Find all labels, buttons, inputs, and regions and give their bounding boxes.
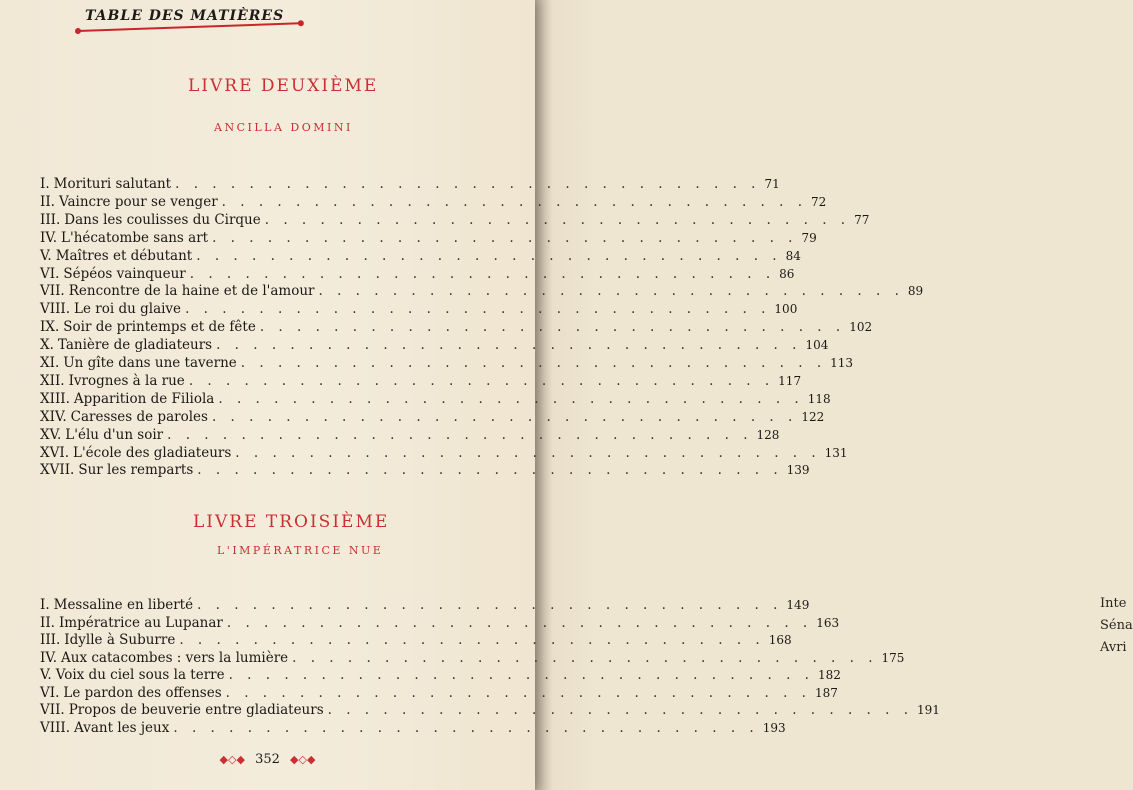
toc-entry-title: Voix du ciel sous la terre xyxy=(55,667,225,683)
toc-entry xyxy=(40,632,792,650)
toc-entry-title: Tanière de gladiateurs xyxy=(57,337,213,354)
toc-leader-dots: . . . . . . . . . . . . . . . . . . . . . . . . . . . . . . . . xyxy=(212,229,798,246)
toc-entry xyxy=(40,702,940,720)
toc-entry-page: 86 xyxy=(779,266,795,281)
toc-entry xyxy=(40,372,802,391)
toc-leader-dots: . . . . . . . . . . . . . . . . . . . . . . . . . . . . . . . . xyxy=(235,444,821,461)
toc-entry-page: 175 xyxy=(881,650,905,665)
toc-entry-number: II. xyxy=(40,193,55,210)
toc-entry-number: XVI. xyxy=(40,444,69,461)
toc-leader-dots: . . . . . . . . . . . . . . . . . . . . . . . . . . . . . . . . xyxy=(292,649,878,666)
toc-entry xyxy=(40,211,870,230)
toc-entry xyxy=(40,614,840,633)
toc-entry-number: I. xyxy=(40,176,50,192)
facing-page-text-3: Avri xyxy=(1100,640,1127,655)
toc-entry-title: Morituri salutant xyxy=(53,176,172,192)
toc-entry-page: 72 xyxy=(811,194,827,209)
toc-leader-dots: . . . . . . . . . . . . . . . . . . . . . . . . . . . . . . . . xyxy=(228,667,814,683)
toc-leader-dots: . . . . . . . . . . . . . . . . . . . . . . . . . . . . . . . . xyxy=(318,283,904,300)
toc-entry-number: IV. xyxy=(40,229,58,246)
toc-entry-number: VI. xyxy=(40,684,60,701)
toc-entry-page: 187 xyxy=(814,685,838,700)
toc-entry xyxy=(40,597,810,615)
toc-leader-dots: . . . . . . . . . . . . . . . . . . . . . . . . . . . . . . . . xyxy=(216,337,802,354)
toc-entry-title: Aux catacombes : vers la lumière xyxy=(61,649,289,666)
toc-entry-number: XIII. xyxy=(40,390,70,407)
toc-entry xyxy=(40,649,905,668)
toc-entry xyxy=(40,462,810,480)
facing-page-text-2: Séna xyxy=(1100,618,1133,633)
toc-entry xyxy=(40,283,924,301)
toc-entry-title: Rencontre de la haine et de l'amour xyxy=(68,283,315,300)
toc-entry xyxy=(40,337,829,355)
toc-entry-title: Sépéos vainqueur xyxy=(63,265,186,282)
toc-leader-dots: . . . . . . . . . . . . . . . . . . . . . . . . . . . . . . . . xyxy=(167,426,753,443)
toc-entry-page: 118 xyxy=(807,391,831,406)
toc-entry-number: VII. xyxy=(40,283,65,300)
toc-entry-number: III. xyxy=(40,211,61,228)
toc-entry-title: L'école des gladiateurs xyxy=(72,444,232,461)
toc-entry-number: XV. xyxy=(40,426,62,443)
toc-entry-title: Avant les jeux xyxy=(74,719,170,736)
toc-entry-page: 71 xyxy=(764,177,780,191)
toc-entry-title: Maîtres et débutant xyxy=(55,247,193,264)
toc-entry-page: 117 xyxy=(778,373,802,388)
toc-entry xyxy=(40,355,854,373)
toc-leader-dots: . . . . . . . . . . . . . . . . . . . . . . . . . . . . . . . . xyxy=(225,684,811,701)
toc-entry-page: 102 xyxy=(849,320,873,335)
toc-leader-dots: . . . . . . . . . . . . . . . . . . . . . . . . . . . . . . . . xyxy=(196,247,782,264)
toc-entry xyxy=(40,265,795,284)
toc-leader-dots: . . . . . . . . . . . . . . . . . . . . . . . . . . . . . . . . xyxy=(173,719,759,736)
toc-entry xyxy=(40,390,831,409)
toc-entry-page: 139 xyxy=(786,463,810,478)
ornament-left-icon: ◆◇◆ xyxy=(219,753,245,766)
toc-entry-number: XIV. xyxy=(40,408,67,425)
toc-entry-title: Sur les remparts xyxy=(78,462,194,479)
toc-entry-page: 168 xyxy=(768,633,792,647)
toc-entry-number: V. xyxy=(40,667,52,683)
toc-entry-number: XI. xyxy=(40,355,60,371)
toc-leader-dots: . . . . . . . . . . . . . . . . . . . . . . . . . . . . . . . . xyxy=(179,632,765,648)
toc-entry-number: VII. xyxy=(40,702,65,718)
toc-entry xyxy=(40,247,801,266)
toc-entry-title: Apparition de Filiola xyxy=(73,390,215,407)
toc-leader-dots: . . . . . . . . . . . . . . . . . . . . . . . . . . . . . . . . xyxy=(259,319,846,336)
toc-entry-title: Ivrognes à la rue xyxy=(68,372,185,389)
toc-entry-title: Impératrice au Lupanar xyxy=(58,614,223,631)
toc-entry-page: 131 xyxy=(824,445,848,460)
toc-entry-number: XII. xyxy=(40,372,65,389)
book3-subtitle: L'IMPÉRATRICE NUE xyxy=(217,544,384,557)
toc-leader-dots: . . . . . . . . . . . . . . . . . . . . . . . . . . . . . . . . xyxy=(175,176,761,192)
toc-entry-page: 79 xyxy=(801,230,817,245)
toc-entry-number: I. xyxy=(40,597,50,613)
toc-entry-page: 77 xyxy=(854,212,870,227)
toc-entry-number: VI. xyxy=(40,265,60,282)
toc-leader-dots: . . . . . . . . . . . . . . . . . . . . . . . . . . . . . . . . xyxy=(240,355,827,371)
toc-entry-number: XVII. xyxy=(40,462,75,479)
toc-entry-title: Dans les coulisses du Cirque xyxy=(64,211,261,228)
toc-leader-dots: . . . . . . . . . . . . . . . . . . . . . . . . . . . . . . . . xyxy=(211,408,798,425)
toc-leader-dots: . . . . . . . . . . . . . . . . . . . . . . . . . . . . . . . . xyxy=(327,702,913,718)
toc-leader-dots: . . . . . . . . . . . . . . . . . . . . . . . . . . . . . . . . xyxy=(221,193,808,210)
toc-entry xyxy=(40,719,786,738)
toc-entry xyxy=(40,667,841,685)
toc-entry-number: X. xyxy=(40,337,54,354)
toc-entry-title: Messaline en liberté xyxy=(53,597,194,613)
book3-title: LIVRE TROISIÈME xyxy=(193,512,390,532)
toc-leader-dots: . . . . . . . . . . . . . . . . . . . . . . . . . . . . . . . . xyxy=(197,462,783,479)
toc-entry-title: Un gîte dans une taverne xyxy=(63,355,237,371)
toc-entry-page: 128 xyxy=(756,427,780,442)
toc-entry-number: IX. xyxy=(40,319,60,336)
toc-entry xyxy=(40,193,827,212)
toc-entry-page: 104 xyxy=(805,338,829,353)
toc-entry-number: IV. xyxy=(40,649,58,666)
toc-entry-page: 193 xyxy=(762,720,786,735)
toc-entry-number: II. xyxy=(40,614,55,631)
toc-entry-page: 113 xyxy=(830,356,854,370)
running-header: TABLE DES MATIÈRES xyxy=(85,8,285,24)
toc-entry-number: V. xyxy=(40,247,52,264)
toc-entry-number: III. xyxy=(40,632,61,648)
toc-entry-title: L'hécatombe sans art xyxy=(61,229,209,246)
toc-entry-page: 191 xyxy=(917,703,940,717)
toc-entry xyxy=(40,684,838,703)
toc-entry-page: 163 xyxy=(816,615,840,630)
toc-entry-page: 89 xyxy=(907,284,924,299)
toc-leader-dots: . . . . . . . . . . . . . . . . . . . . . . . . . . . . . . . . xyxy=(264,211,851,228)
toc-entry-title: Soir de printemps et de fête xyxy=(63,319,256,336)
toc-entry-title: Le pardon des offenses xyxy=(63,684,222,701)
toc-entry-title: Caresses de paroles xyxy=(70,408,208,425)
toc-entry-page: 182 xyxy=(817,668,841,682)
ornament-right-icon: ◆◇◆ xyxy=(290,753,316,766)
toc-entry-page: 122 xyxy=(801,409,825,424)
toc-entry xyxy=(40,229,817,248)
toc-leader-dots: . . . . . . . . . . . . . . . . . . . . . . . . . . . . . . . . xyxy=(197,597,783,613)
toc-entry-page: 100 xyxy=(774,302,798,317)
toc-entry-number: VIII. xyxy=(40,719,71,736)
toc-entry xyxy=(40,408,825,427)
toc-entry-title: L'élu d'un soir xyxy=(65,426,164,443)
toc-entry xyxy=(40,444,848,463)
toc-entry-title: Le roi du glaive xyxy=(74,301,182,318)
toc-entry xyxy=(40,176,780,194)
toc-leader-dots: . . . . . . . . . . . . . . . . . . . . . . . . . . . . . . . . xyxy=(189,265,776,282)
toc-leader-dots: . . . . . . . . . . . . . . . . . . . . . . . . . . . . . . . . xyxy=(185,301,771,318)
toc-entry xyxy=(40,426,780,445)
toc-entry-number: VIII. xyxy=(40,301,71,318)
page-footer xyxy=(0,752,535,767)
toc-entry-page: 84 xyxy=(785,248,801,263)
page-number: 352 xyxy=(255,752,280,767)
toc-entry-title: Propos de beuverie entre gladiateurs xyxy=(68,702,324,718)
book2-subtitle: ANCILLA DOMINI xyxy=(214,121,353,134)
toc-leader-dots: . . . . . . . . . . . . . . . . . . . . . . . . . . . . . . . . xyxy=(188,372,775,389)
book2-title: LIVRE DEUXIÈME xyxy=(188,76,379,96)
facing-page-text-1: Inte xyxy=(1100,596,1127,611)
toc-entry-page: 149 xyxy=(786,598,810,612)
toc-leader-dots: . . . . . . . . . . . . . . . . . . . . . . . . . . . . . . . . xyxy=(218,390,804,407)
toc-entry xyxy=(40,301,798,319)
toc-entry-title: Idylle à Suburre xyxy=(64,632,176,648)
toc-entry-title: Vaincre pour se venger xyxy=(58,193,218,210)
toc-entry xyxy=(40,319,873,337)
toc-leader-dots: . . . . . . . . . . . . . . . . . . . . . . . . . . . . . . . . xyxy=(226,614,813,631)
